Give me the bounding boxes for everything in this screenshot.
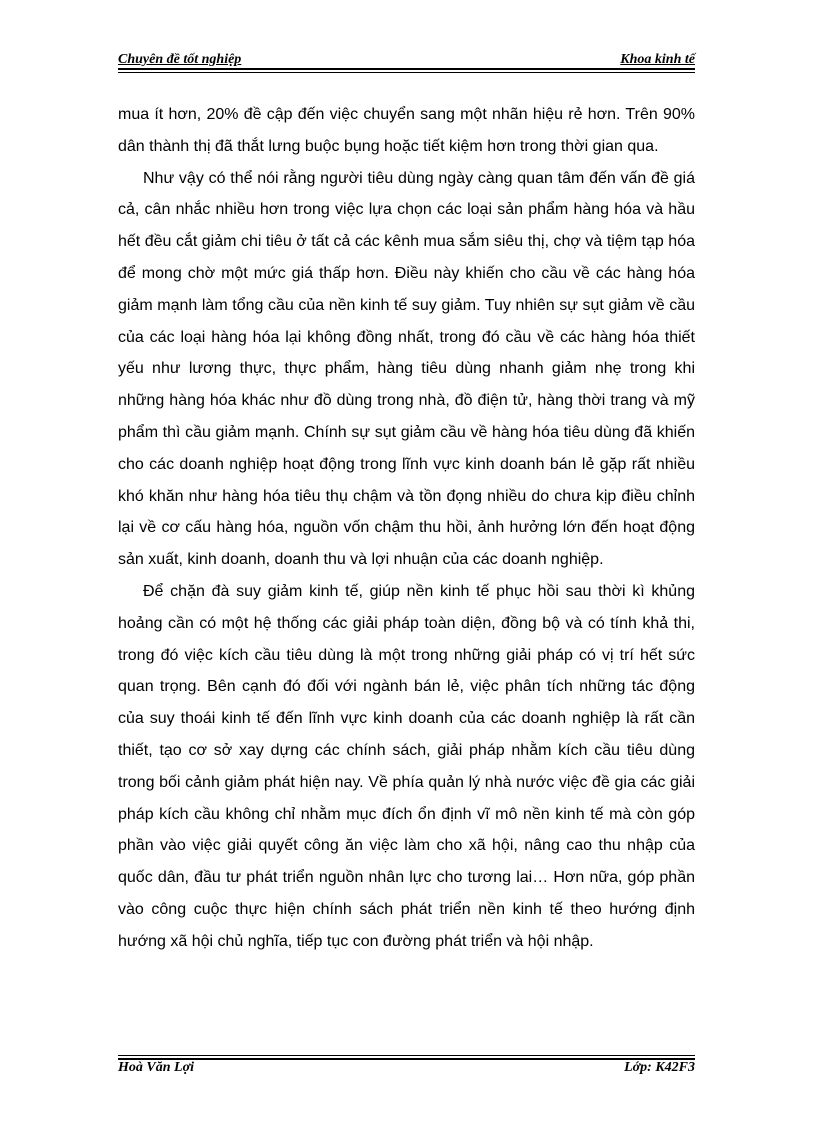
footer-author: Hoà Văn Lợi: [118, 1060, 194, 1075]
footer-class: Lớp: K42F3: [624, 1060, 695, 1075]
paragraph: Để chặn đà suy giảm kinh tế, giúp nền kinh tế phục hồi sau thời kì khủng hoảng cần có một hệ thống các giải pháp toàn diện, đồng bộ và có tính khả thi, trong đó việc kích cầu tiêu dùng là một trong những giải pháp có vị trí hết sức quan trọng. Bên cạnh đó đối với ngành bán lẻ, việc phân tích những tác động của suy thoái kinh tế đến lĩnh vực kinh doanh của các doanh nghiệp là rất cần thiết, tạo cơ sở xay dựng các chính sách, giải pháp nhằm kích cầu tiêu dùng trong bối cảnh giảm phát hiện nay. Về phía quản lý nhà nước việc đề gia các giải pháp kích cầu không chỉ nhằm mục đích ổn định vĩ mô nền kinh tế mà còn góp phần vào việc giải quyết công ăn việc làm cho xã hội, nâng cao thu nhập của quốc dân, đầu tư phát triển nguồn nhân lực cho tương lai… Hơn nữa, góp phần vào công cuộc thực hiện chính sách phát triển nền kinh tế theo hướng định hướng xã hội chủ nghĩa, tiếp tục con đường phát triển và hội nhập.: [118, 582, 695, 950]
paragraph: Như vậy có thể nói rằng người tiêu dùng ngày càng quan tâm đến vấn đề giá cả, cân nhắc nhiều hơn trong việc lựa chọn các loại sản phẩm hàng hóa và hầu hết đều cắt giảm chi tiêu ở tất cả các kênh mua sắm siêu thị, chợ và tiệm tạp hóa để mong chờ một mức giá thấp hơn. Điều này khiến cho cầu về các hàng hóa giảm mạnh làm tổng cầu của nền kinh tế suy giảm. Tuy nhiên sự sụt giảm về cầu của các loại hàng hóa lại không đồng nhất, trong đó cầu về các hàng hóa thiết yếu như lương thực, thực phẩm, hàng tiêu dùng nhanh giảm nhẹ trong khi những hàng hóa khác như đồ dùng trong nhà, đồ điện tử, hàng thời trang và mỹ phẩm thì cầu giảm mạnh. Chính sự sụt giảm cầu về hàng hóa tiêu dùng đã khiến cho các doanh nghiệp hoạt động trong lĩnh vực kinh doanh bán lẻ gặp rất nhiều khó khăn như hàng hóa tiêu thụ chậm và tồn đọng nhiều do chưa kịp điều chỉnh lại về cơ cấu hàng hóa, nguồn vốn chậm thu hồi, ảnh hưởng lớn đến hoạt động sản xuất, kinh doanh, doanh thu và lợi nhuận của các doanh nghiệp.: [118, 169, 695, 569]
header-title: Chuyên đề tốt nghiệp: [118, 52, 242, 67]
header-rule-thin: [118, 72, 695, 73]
document-body: [118, 99, 695, 958]
header-rule: [118, 68, 695, 70]
paragraph-continuation: mua ít hơn, 20% đề cập đến việc chuyển sang một nhãn hiệu rẻ hơn. Trên 90% dân thành thị đã thắt lưng buộc bụng hoặc tiết kiệm hơn trong thời gian qua.: [118, 106, 695, 155]
header-faculty: Khoa kinh tế: [620, 52, 695, 67]
footer-rule-thin: [118, 1055, 695, 1056]
page-footer: [118, 1060, 695, 1080]
